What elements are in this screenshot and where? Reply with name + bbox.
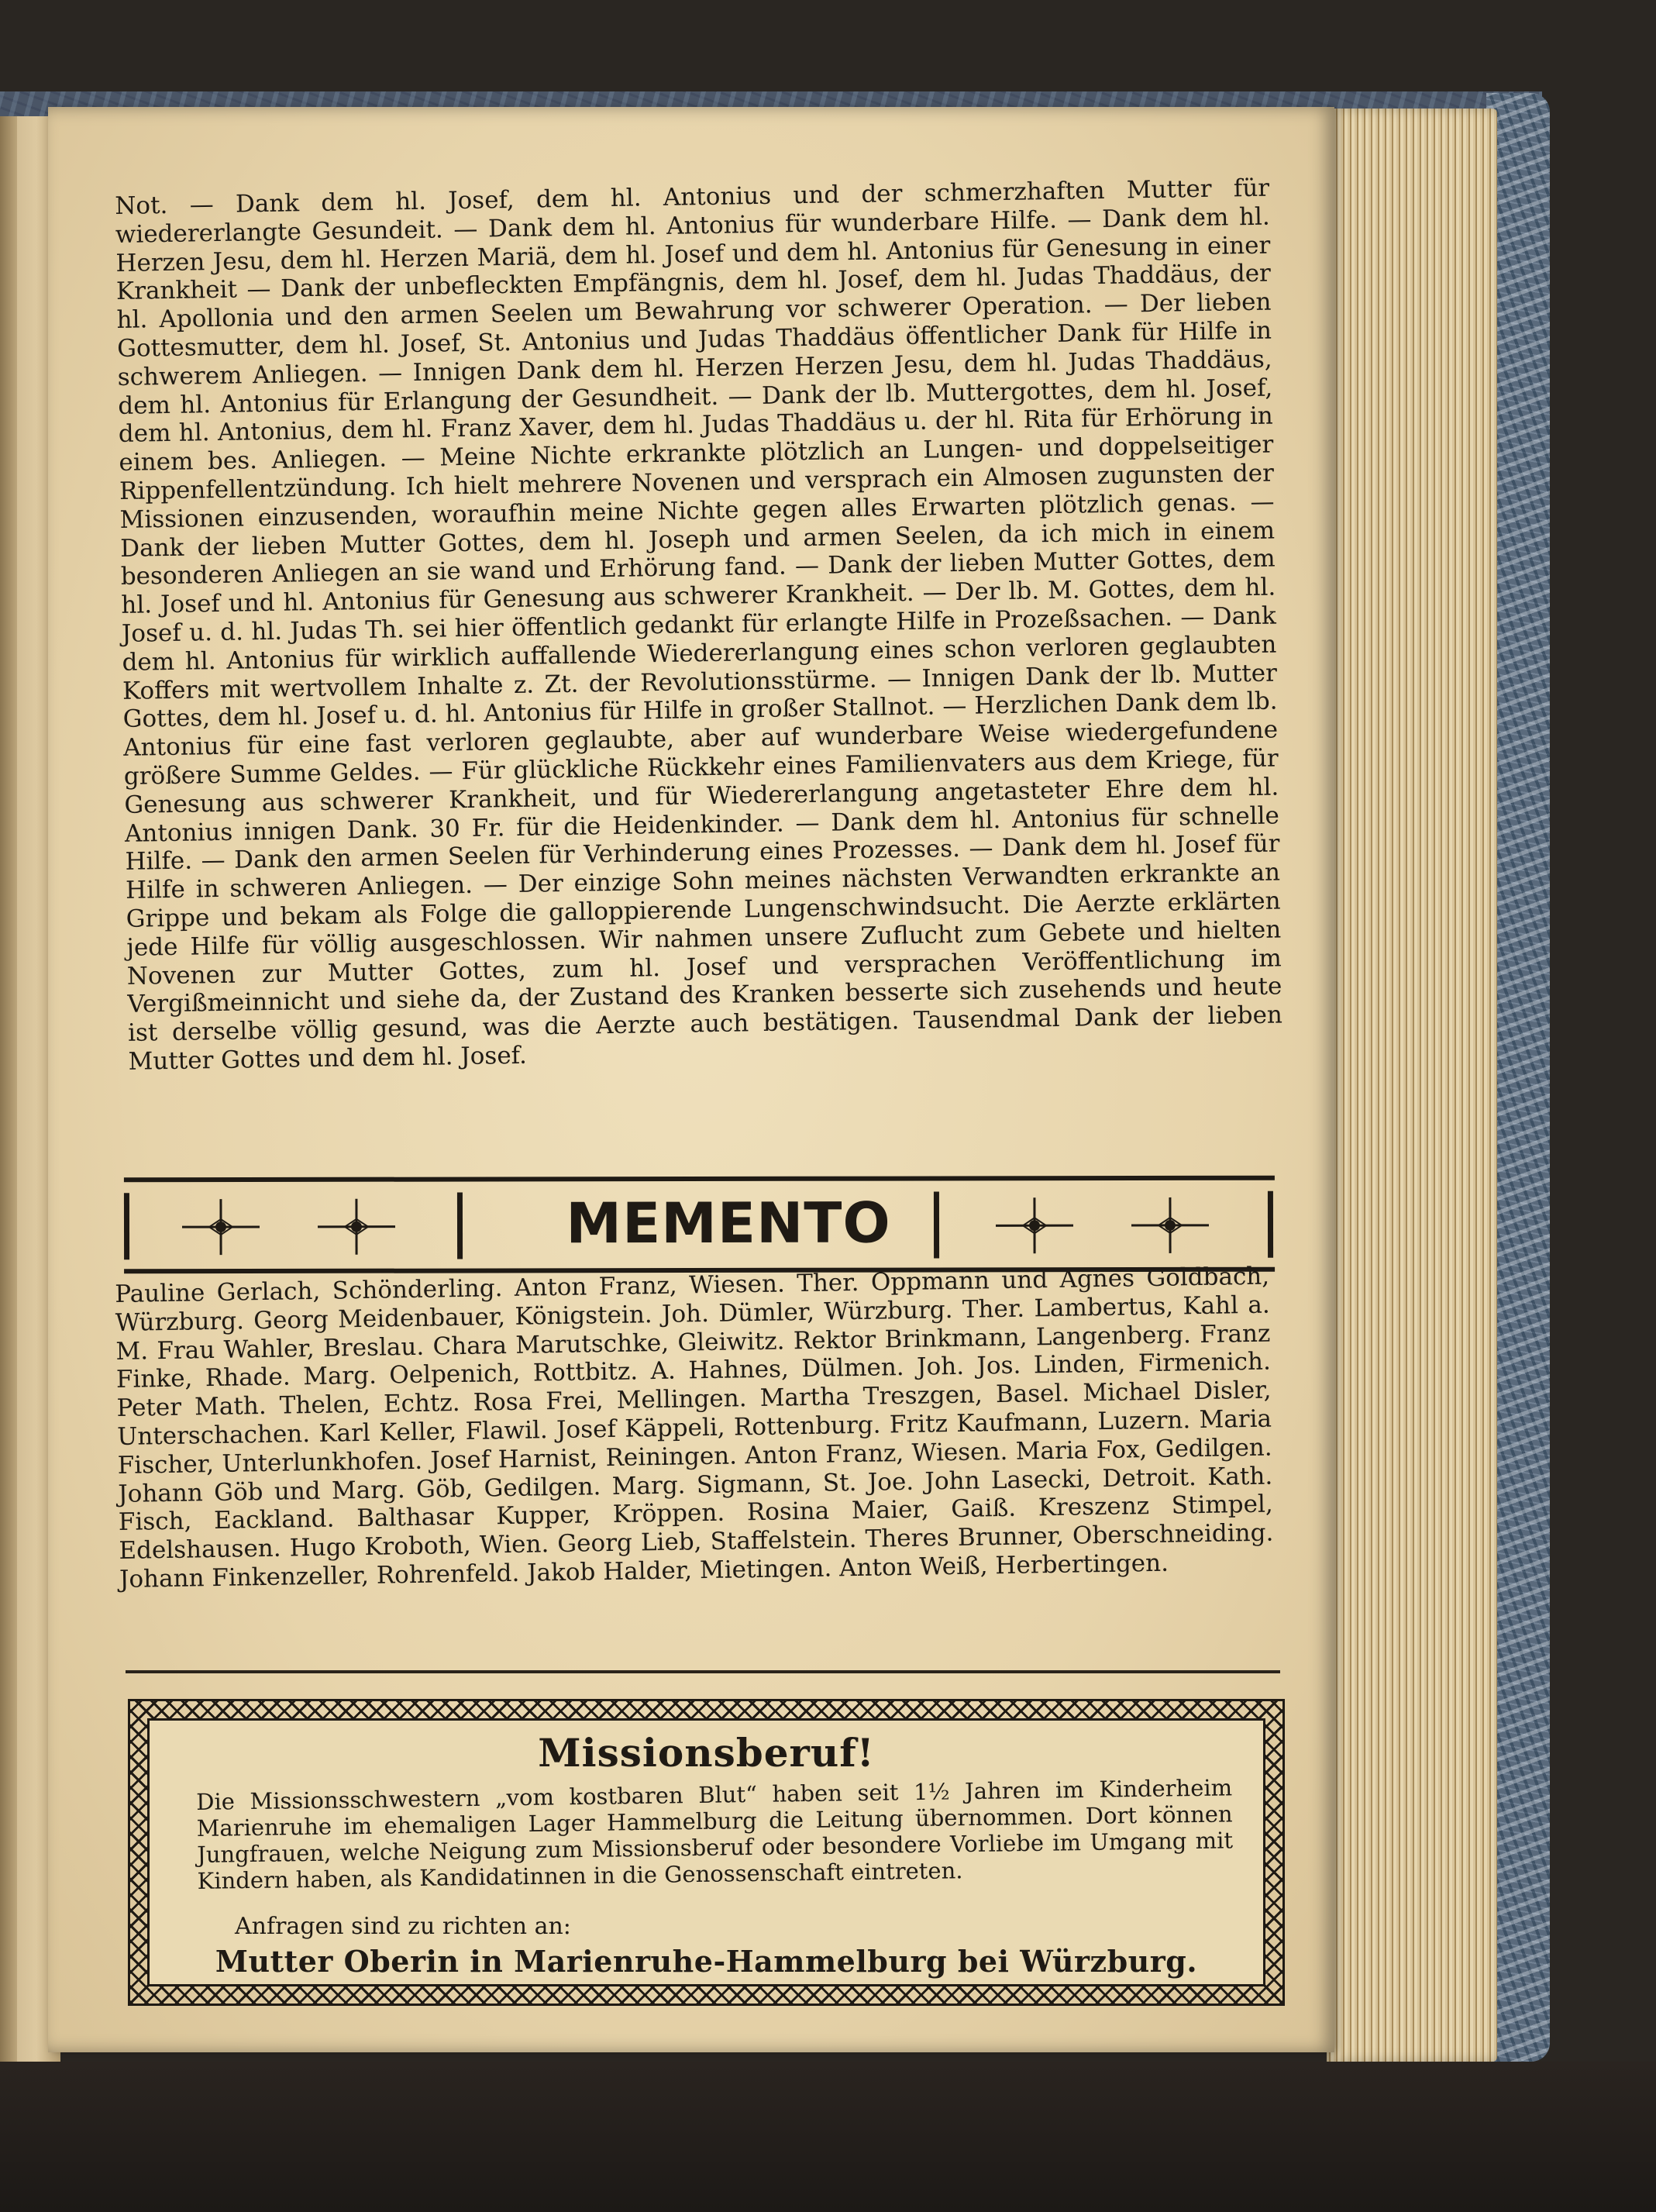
- mission-text: Die Missionsschwestern „vom kostbaren Blut“ haben seit 1½ Jahren im Kinderheim Marienruhe im ehemaligen Lager Hammelburg die Leitung übernommen. Dort können Jungfrauen, welche Neigung zum Missionsberuf oder besondere Vorliebe im Umgang mit Kindern haben, als Kandidatinnen in die Genossenschaft eintreten.: [196, 1774, 1234, 1894]
- memento-bar: [457, 1193, 463, 1259]
- memento-bar-left: [124, 1193, 129, 1259]
- memento-bar-right: [1268, 1191, 1273, 1258]
- thanksgiving-paragraph: Not. — Dank dem hl. Josef, dem hl. Antonius und der schmerzhaften Mutter für wiedererlangte Gesundeit. — Dank dem hl. Antonius für wunderbare Hilfe. — Dank dem hl. Herzen Jesu, dem hl. Herzen Mariä, dem hl. Josef und dem hl. Antonius für Genesung in einer Krankheit — Dank der unbefleckten Empfängnis, dem hl. Josef, dem hl. Judas Thaddäus, der hl. Apollonia und den armen Seelen um Bewahrung vor schwerer Operation. — Der lieben Gottesmutter, dem hl. Josef, St. Antonius und Judas Thaddäus öffentlicher Dank für Hilfe in schwerem Anliegen. — Innigen Dank dem hl. Herzen Herzen Jesu, dem hl. Judas Thaddäus, dem hl. Antonius für Erlangung der Gesundheit. — Dank der lb. Muttergottes, dem hl. Josef, dem hl. Antonius, dem hl. Franz Xaver, dem hl. Judas Thaddäus u. der hl. Rita für Erhörung in einem bes. Anliegen. — Meine Nichte erkrankte plötzlich an Lungen- und doppelseitiger Rippenfellentzündung. Ich hielt mehrere Novenen und versprach ein Almosen zugunsten der Missionen einzusenden, woraufhin meine Nichte gegen alles Erwarten plötzlich genas. — Dank der lieben Mutter Gottes, dem hl. Joseph und armen Seelen, da ich mich in einem besonderen Anliegen an sie wand und Erhörung fand. — Dank der lieben Mutter Gottes, dem hl. Josef und hl. Antonius für Genesung aus schwerer Krankheit. — Der lb. M. Gottes, dem hl. Josef u. d. hl. Judas Th. sei hier öffentlich gedankt für erlangte Hilfe in Prozeßsachen. — Dank dem hl. Antonius für wirklich auffallende Wiedererlangung eines schon verloren geglaubten Koffers mit wertvollem Inhalte z. Zt. der Revolutionsstürme. — Innigen Dank der lb. Mutter Gottes, dem hl. Josef u. d. hl. Antonius für Hilfe in großer Stallnot. — Herzlichen Dank dem lb. Antonius für eine fast verloren geglaubte, aber auf wunderbare Weise wiedergefundene größere Summe Geldes. — Für glückliche Rückkehr eines Familienvaters aus dem Kriege, für Genesung aus schwerer Krankheit, und für Wiedererlangung angetasteter Ehre dem hl. Antonius innigen Dank. 30 Fr. für die Heidenkinder. — Dank dem hl. Antonius für schnelle Hilfe. — Dank den armen Seelen für Verhinderung eines Prozesses. — Dank dem hl. Josef für Hilfe in schweren Anliegen. — Der einzige Sohn meines nächsten Verwandten erkrankte an Grippe und bekam als Folge die galloppierende Lungenschwindsucht. Die Aerzte erklärten jede Hilfe für völlig ausgeschlossen. Wir nahmen unsere Zuflucht zum Gebete und hielten Novenen zur Mutter Gottes, zum hl. Josef und versprachen Veröffentlichung im Vergißmeinnicht und siehe da, der Zustand des Kranken besserte sich zusehends und heute ist derselbe völlig gesund, was die Aerzte auch bestätigen. Tausendmal Dank der lieben Mutter Gottes und dem hl. Josef.: [115, 174, 1283, 1076]
- memento-names: Pauline Gerlach, Schönderling. Anton Franz, Wiesen. Ther. Oppmann und Agnes Goldbach, Würzburg. Georg Meidenbauer, Königstein. Joh. Dümler, Würzburg. Ther. Lambertus, Kahl a. M. Frau Wahler, Breslau. Chara Marutschke, Gleiwitz. Rektor Brinkmann, Langenberg. Franz Finke, Rhade. Marg. Oelpenich, Rottbitz. A. Hahnes, Dülmen. Joh. Jos. Linden, Firmenich. Peter Math. Thelen, Echtz. Rosa Frei, Mellingen. Martha Treszgen, Basel. Michael Disler, Unterschachen. Karl Keller, Flawil. Josef Käppeli, Rottenburg. Fritz Kaufmann, Luzern. Maria Fischer, Unterlunkhofen. Josef Harnist, Reiningen. Anton Franz, Wiesen. Maria Fox, Gedilgen. Johann Göb und Marg. Göb, Gedilgen. Marg. Sigmann, St. Joe. John Lasecki, Detroit. Kath. Fisch, Eackland. Balthasar Kupper, Kröppen. Rosina Maier, Gaiß. Kreszenz Stimpel, Edelshausen. Hugo Kroboth, Wien. Georg Lieb, Staffelstein. Theres Brunner, Oberschneiding. Johann Finkenzeller, Rohrenfeld. Jakob Halder, Mietingen. Anton Weiß, Herbertingen.: [115, 1262, 1274, 1594]
- memento-list: [115, 1263, 1274, 1594]
- mission-address: Mutter Oberin in Marienruhe-Hammelburg bei Würzburg.: [215, 1944, 1198, 1979]
- mission-advert-inner: [147, 1718, 1265, 1986]
- memento-banner: [124, 1176, 1275, 1274]
- bottom-background: [0, 2062, 1656, 2212]
- memento-heading: MEMENTO: [566, 1190, 891, 1256]
- left-page-shadow: [0, 116, 17, 2062]
- mission-inquiry: Anfragen sind zu richten an:: [235, 1913, 571, 1940]
- section-divider: [126, 1670, 1280, 1673]
- memento-bar: [934, 1191, 939, 1258]
- mission-advert-box: [128, 1699, 1285, 2006]
- book-page-edges: [1327, 109, 1497, 2062]
- cross-ornament-icon: [178, 1196, 263, 1258]
- cross-ornament-icon: [992, 1194, 1077, 1256]
- thanksgiving-text: [115, 174, 1283, 1077]
- mission-title: Missionsberuf!: [538, 1730, 875, 1776]
- cross-ornament-icon: [1128, 1194, 1213, 1256]
- cross-ornament-icon: [314, 1196, 399, 1258]
- mission-text-block: [196, 1774, 1234, 1894]
